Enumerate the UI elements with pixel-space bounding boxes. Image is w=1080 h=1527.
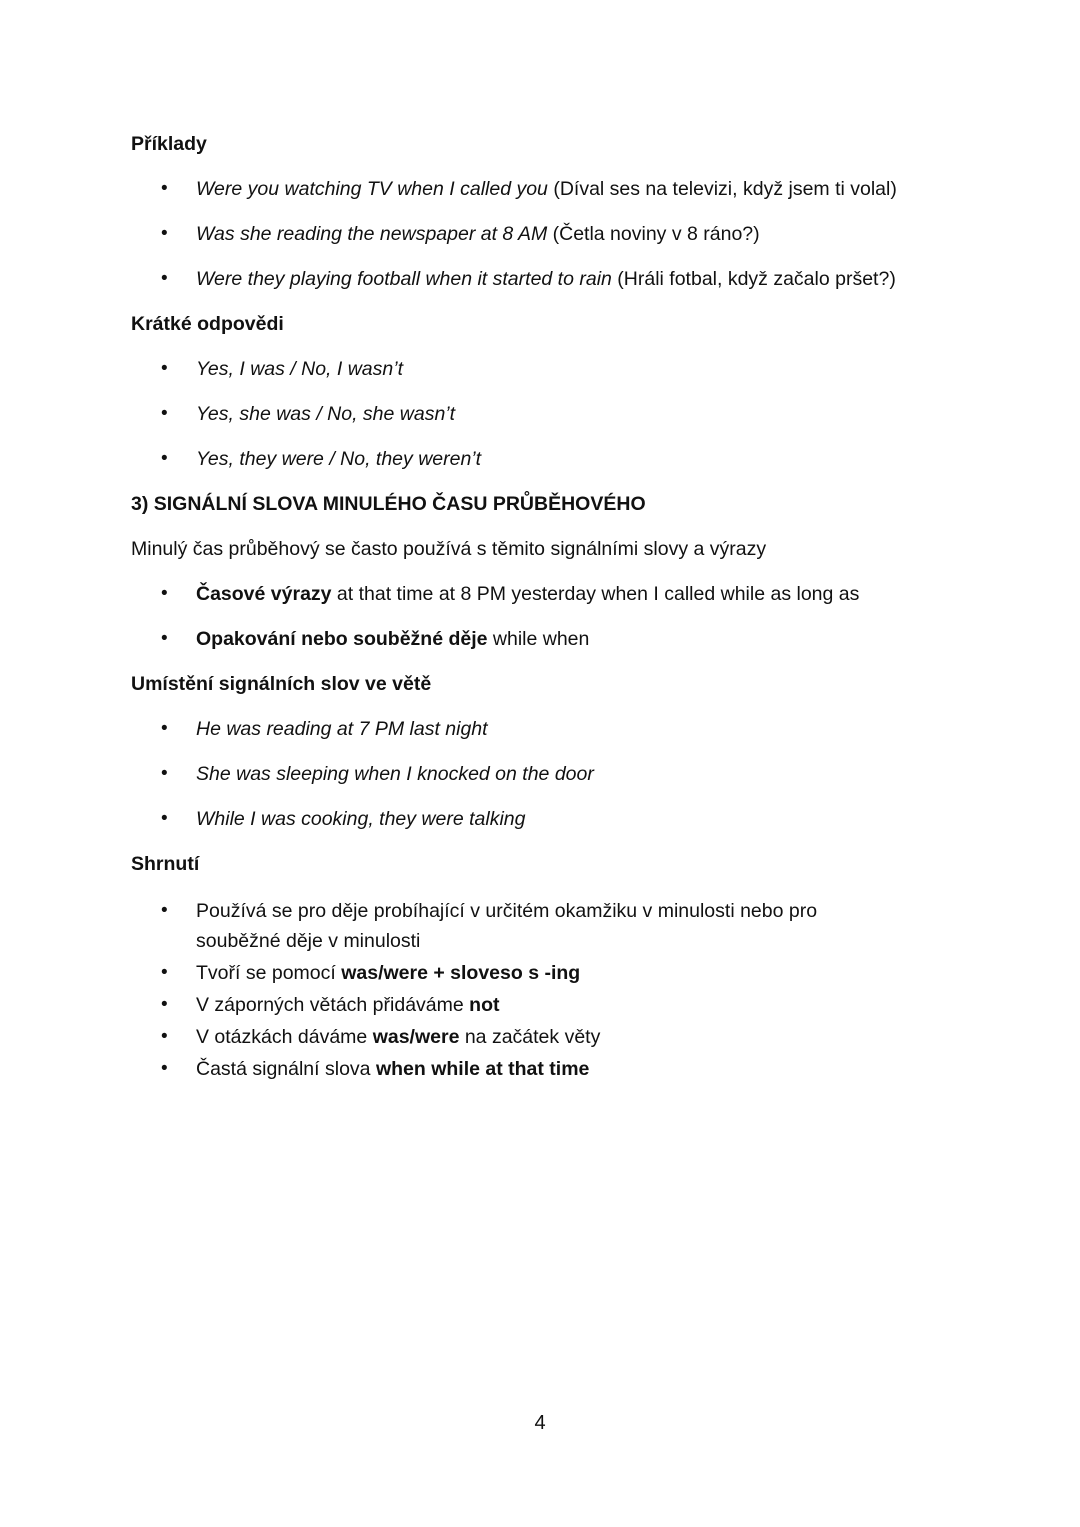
signalni-intro: Minulý čas průběhový se často používá s těmito signálními slovy a výrazy (131, 538, 767, 560)
list-item: • Tvoří se pomocí was/were + sloveso s -ing (131, 958, 991, 988)
bullet-icon: • (161, 268, 168, 289)
list-item: • He was reading at 7 PM last night (131, 715, 991, 743)
bullet-icon: • (161, 448, 168, 469)
bullet-icon: • (161, 1058, 168, 1079)
bullet-icon: • (161, 1026, 168, 1047)
list-umisteni (131, 715, 991, 833)
page-content (131, 130, 991, 1084)
list-kratke-odpovedi (131, 355, 991, 473)
bullet-icon: • (161, 223, 168, 244)
bullet-icon: • (161, 403, 168, 424)
list-item: • Používá se pro děje probíhající v určitém okamžiku v minulosti nebo pro souběžné děje v minulosti (131, 896, 896, 956)
spacer (131, 878, 991, 894)
bullet-icon: • (161, 583, 168, 604)
list-item: • Was she reading the newspaper at 8 AM (Četla noviny v 8 ráno?) (131, 220, 991, 248)
bullet-icon: • (161, 900, 168, 921)
page-number: 4 (534, 1412, 546, 1434)
heading-kratke-odpovedi: Krátké odpovědi (131, 313, 284, 335)
bullet-icon: • (161, 808, 168, 829)
bullet-icon: • (161, 718, 168, 739)
list-item: • V záporných větách přidáváme not (131, 990, 991, 1020)
list-item: • Yes, I was / No, I wasn’t (131, 355, 991, 383)
list-shrnuti (131, 896, 991, 1084)
heading-priklady: Příklady (131, 133, 207, 155)
bullet-icon: • (161, 763, 168, 784)
list-item: • She was sleeping when I knocked on the door (131, 760, 991, 788)
list-item: • Častá signální slova when while at that time (131, 1054, 991, 1084)
bullet-icon: • (161, 962, 168, 983)
spacer (131, 518, 991, 535)
list-priklady (131, 175, 991, 293)
list-item: • Yes, she was / No, she wasn’t (131, 400, 991, 428)
list-signalni-slova (131, 580, 991, 653)
list-item: • V otázkách dáváme was/were na začátek věty (131, 1022, 991, 1052)
heading-umisteni: Umístění signálních slov ve větě (131, 673, 432, 695)
bullet-icon: • (161, 628, 168, 649)
list-item: • Were they playing football when it started to rain (Hráli fotbal, když začalo pršet?) (131, 265, 991, 293)
bullet-icon: • (161, 358, 168, 379)
heading-shrnuti: Shrnutí (131, 853, 200, 875)
list-item: • Were you watching TV when I called you (Díval ses na televizi, když jsem ti volal) (131, 175, 991, 203)
list-item: • Časové výrazy at that time at 8 PM yesterday when I called while as long as (131, 580, 991, 608)
heading-signalni-slova: 3) SIGNÁLNÍ SLOVA MINULÉHO ČASU PRŮBĚHOVÉHO (131, 493, 646, 515)
bullet-icon: • (161, 994, 168, 1015)
list-item: • Yes, they were / No, they weren’t (131, 445, 991, 473)
list-item: • Opakování nebo souběžné děje while when (131, 625, 991, 653)
list-item: • While I was cooking, they were talking (131, 805, 991, 833)
bullet-icon: • (161, 178, 168, 199)
